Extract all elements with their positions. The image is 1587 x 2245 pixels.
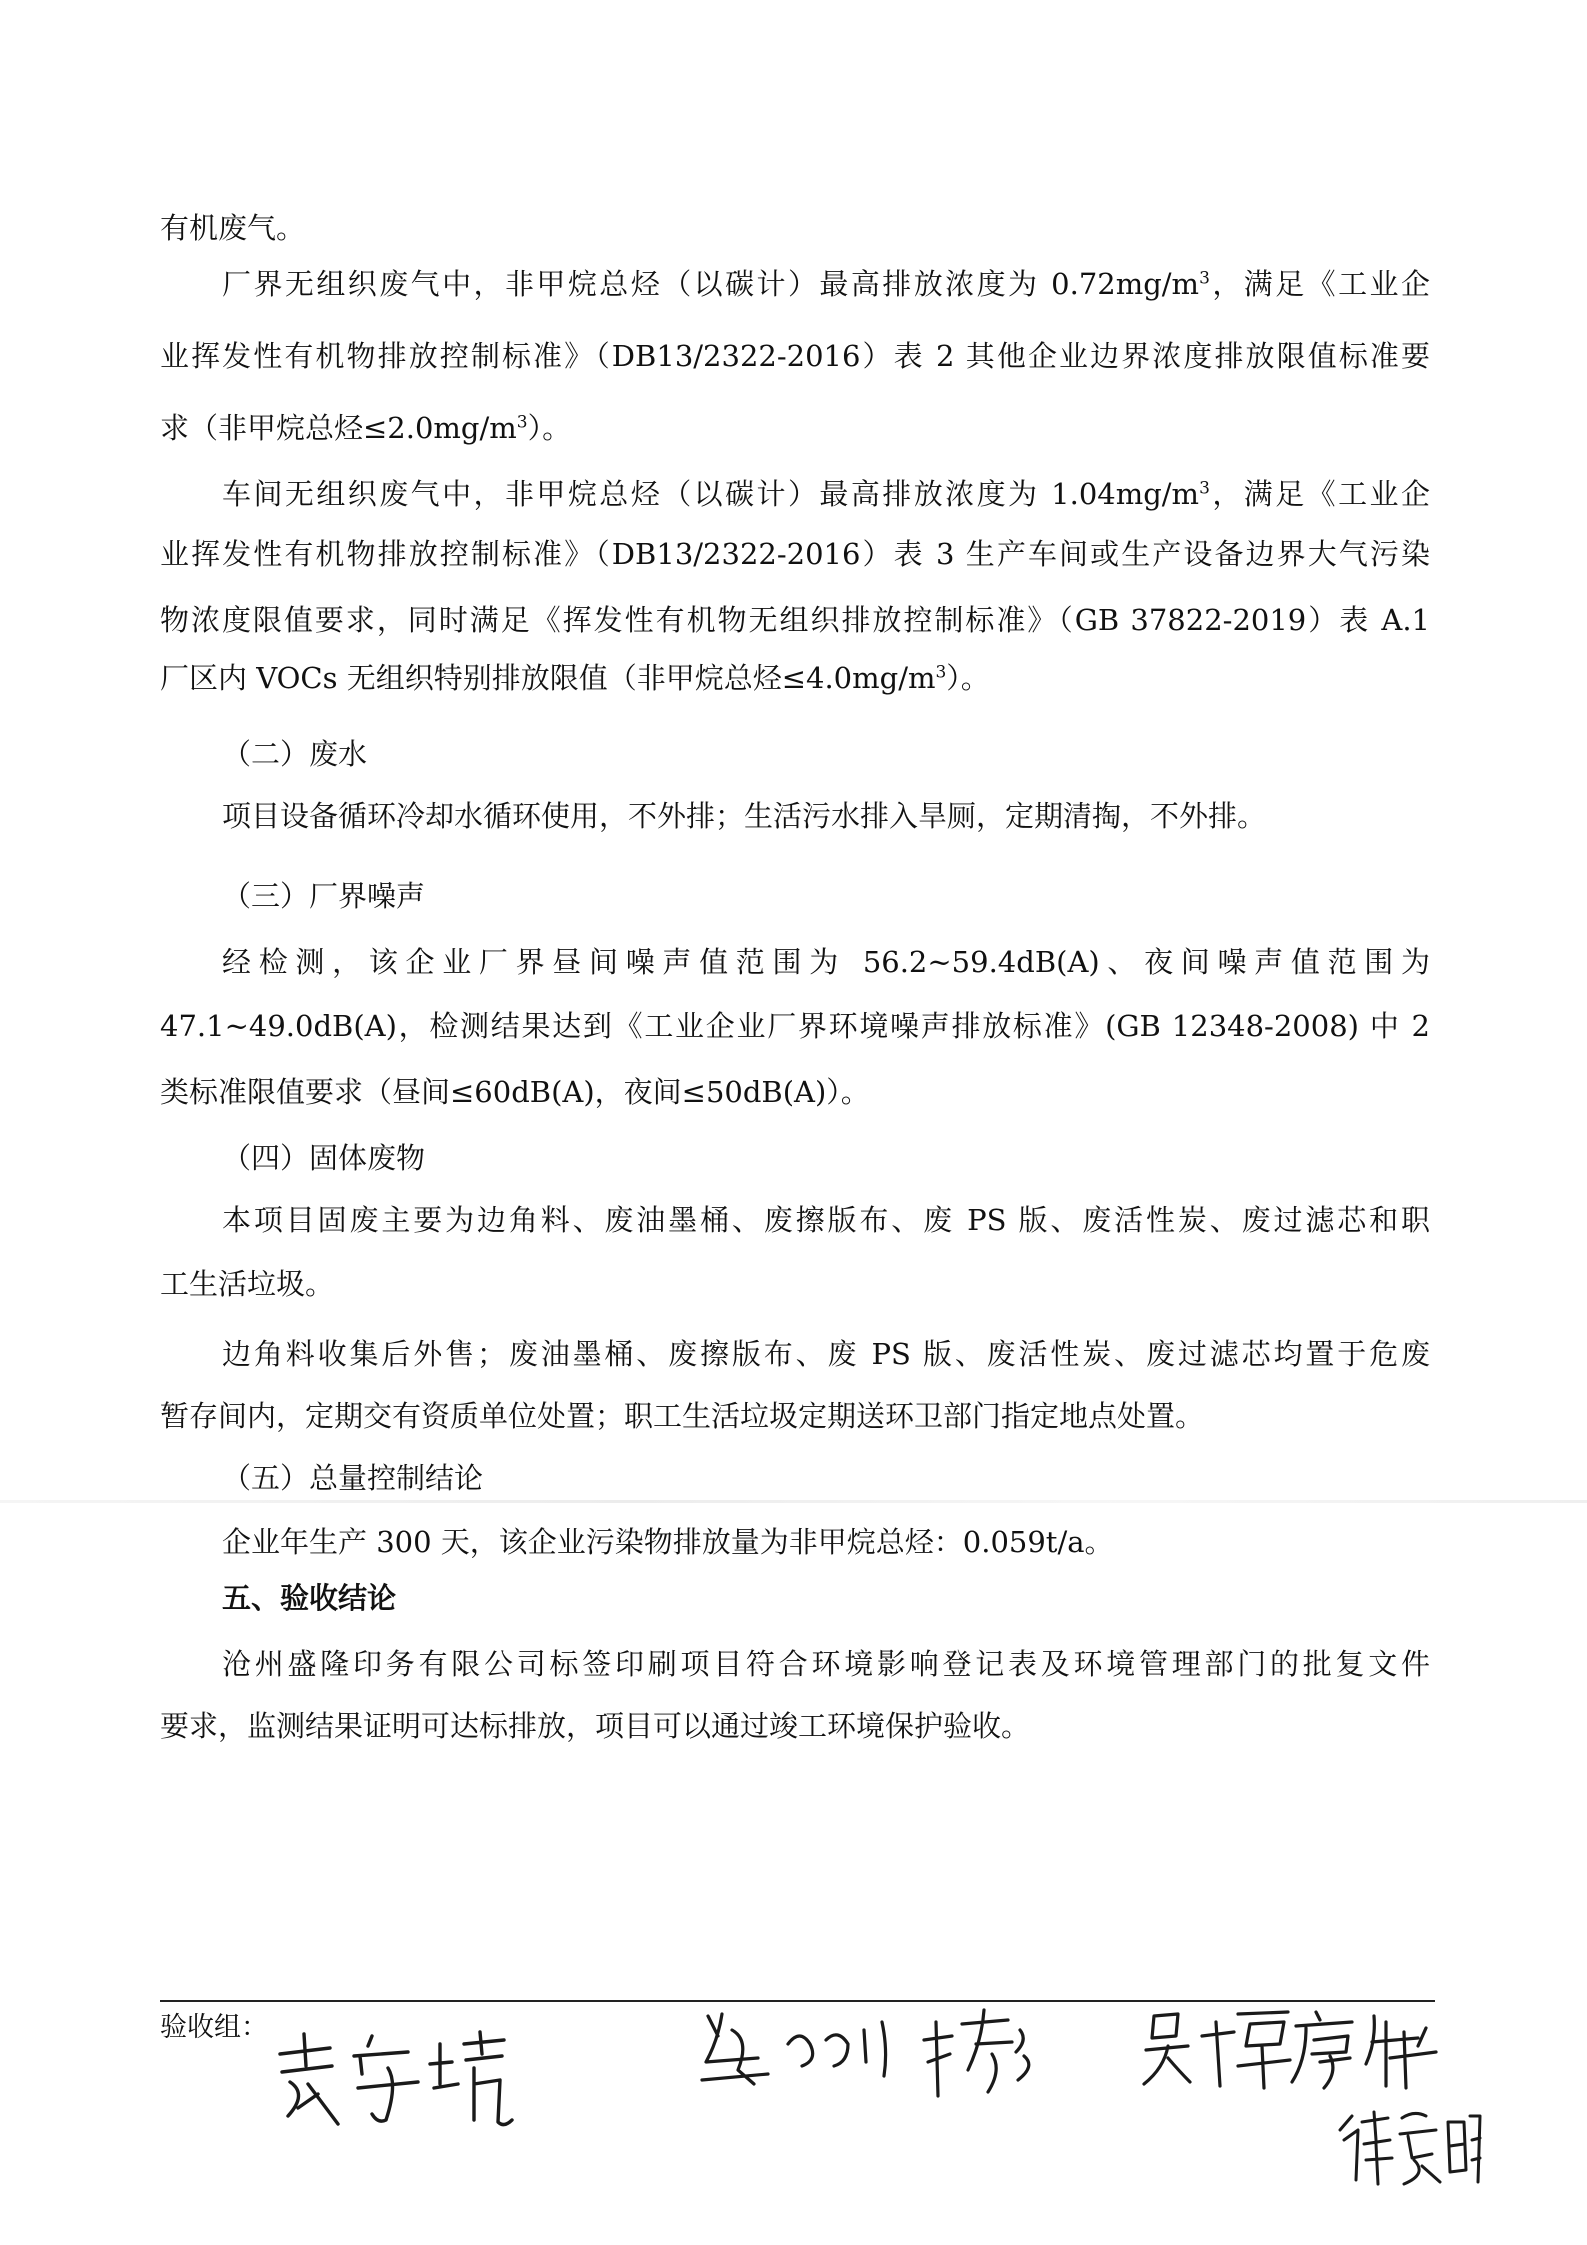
signature-handwriting (688, 2000, 1128, 2100)
section-heading: （二）废水 (222, 737, 368, 771)
text-line: 物浓度限值要求，同时满足《挥发性有机物无组织排放控制标准》（GB 37822-2019）表 A.1 (160, 603, 1430, 637)
signature-handwriting (1138, 2002, 1298, 2092)
text-line: 企业年生产 300 天，该企业污染物排放量为非甲烷总烃：0.059t/a。 (222, 1525, 1114, 1559)
text-line: 本项目固废主要为边角料、废油墨桶、废擦版布、废 PS 版、废活性炭、废过滤芯和职 (222, 1203, 1430, 1237)
section-heading: （三）厂界噪声 (222, 879, 426, 913)
text-line: 沧州盛隆印务有限公司标签印刷项目符合环境影响登记表及环境管理部门的批复文件 (222, 1647, 1430, 1681)
text-line: 车间无组织废气中，非甲烷总烃（以碳计）最高排放浓度为 $1.04mg/m^3$，满足《工业企 (222, 477, 1430, 511)
text-line: 求（非甲烷总烃$\le 2.0mg/m^3$）。 (160, 411, 572, 445)
chapter-heading: 五、验收结论 (222, 1581, 397, 1615)
text-line: 厂区内 VOCs 无组织特别排放限值（非甲烷总烃$\le 4.0mg/m^3$）。 (160, 661, 990, 695)
signature-handwriting (1330, 2100, 1490, 2190)
text-line: 经检测，该企业厂界昼间噪声值范围为 56.2~59.4dB(A)、夜间噪声值范围为 (222, 945, 1430, 979)
text-line: 要求，监测结果证明可达标排放，项目可以通过竣工环境保护验收。 (160, 1709, 1031, 1743)
signature-handwriting (1286, 2002, 1446, 2092)
text-line: 项目设备循环冷却水循环使用，不外排；生活污水排入旱厕，定期清掏，不外排。 (222, 799, 1267, 833)
section-heading: （四）固体废物 (222, 1141, 426, 1175)
text-line: 47.1~49.0dB(A)，检测结果达到《工业企业厂界环境噪声排放标准》(GB 12348-2008) 中 2 (160, 1009, 1430, 1043)
text-line: 类标准限值要求（昼间≤60dB(A)，夜间≤50dB(A)）。 (160, 1075, 870, 1109)
scan-artifact (0, 1500, 1587, 1503)
text-line: 边角料收集后外售；废油墨桶、废擦版布、废 PS 版、废活性炭、废过滤芯均置于危废 (222, 1337, 1430, 1371)
section-heading: （五）总量控制结论 (222, 1461, 484, 1495)
text-line: 业挥发性有机物排放控制标准》（DB13/2322-2016）表 2 其他企业边界浓度排放限值标准要 (160, 339, 1430, 373)
signature-label: 验收组： (160, 2012, 268, 2043)
text-line: 工生活垃圾。 (160, 1267, 335, 1301)
text-line: 厂界无组织废气中，非甲烷总烃（以碳计）最高排放浓度为 $0.72mg/m^3$，满足《工业企 (222, 267, 1430, 301)
text-line: 业挥发性有机物排放控制标准》（DB13/2322-2016）表 3 生产车间或生产设备边界大气污染 (160, 537, 1430, 571)
signature-handwriting (268, 2024, 518, 2134)
text-line: 暂存间内，定期交有资质单位处置；职工生活垃圾定期送环卫部门指定地点处置。 (160, 1399, 1205, 1433)
text-line: 有机废气。 (160, 211, 306, 245)
